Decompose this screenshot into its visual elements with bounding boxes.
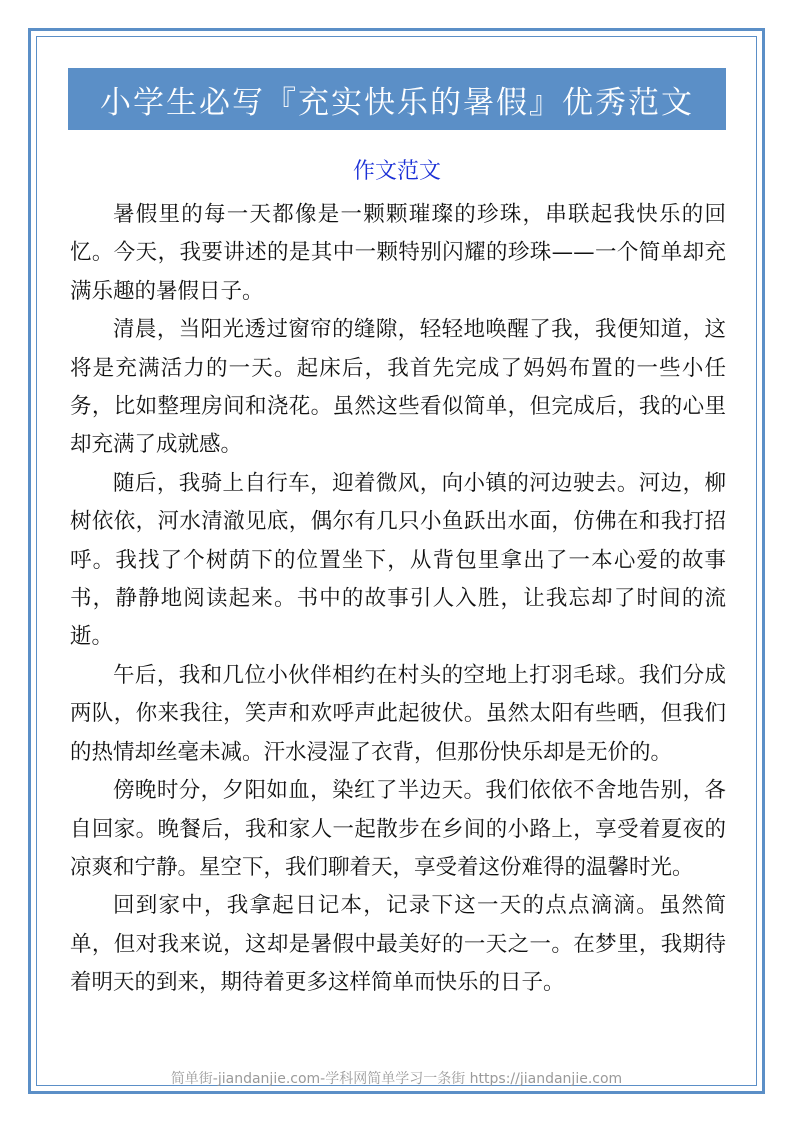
paragraph: 随后，我骑上自行车，迎着微风，向小镇的河边驶去。河边，柳树依依，河水清澈见底，偶尔有几只小鱼跃出水面，仿佛在和我打招呼。我找了个树荫下的位置坐下，从背包里拿出了一本心爱的故事书，静静地阅读起来。书中的故事引人入胜，让我忘却了时间的流逝。 xyxy=(70,470,726,650)
paragraph: 清晨，当阳光透过窗帘的缝隙，轻轻地唤醒了我，我便知道，这将是充满活力的一天。起床后，我首先完成了妈妈布置的一些小任务，比如整理房间和浇花。虽然这些看似简单，但完成后，我的心里却充满了成就感。 xyxy=(70,317,726,458)
page-title: 小学生必写『充实快乐的暑假』优秀范文 xyxy=(100,84,694,121)
section-heading: 作文范文 xyxy=(352,159,441,184)
paragraph: 午后，我和几位小伙伴相约在村头的空地上打羽毛球。我们分成两队，你来我往，笑声和欢呼声此起彼伏。虽然太阳有些晒，但我们的热情却丝毫未减。汗水浸湿了衣背，但那份快乐却是无价的。 xyxy=(70,662,726,765)
paragraph: 傍晚时分，夕阳如血，染红了半边天。我们依依不舍地告别，各自回家。晚餐后，我和家人一起散步在乡间的小路上，享受着夏夜的凉爽和宁静。星空下，我们聊着天，享受着这份难得的温馨时光。 xyxy=(70,778,726,880)
paragraph: 回到家中，我拿起日记本，记录下这一天的点点滴滴。虽然简单，但对我来说，这却是暑假中最美好的一天之一。在梦里，我期待着明天的到来，期待着更多这样简单而快乐的日子。 xyxy=(70,893,726,996)
title-banner xyxy=(68,68,726,130)
footer-watermark: 简单街-jiandanjie.com-学科网简单学习一条街 https://jiandanjie.com xyxy=(170,1071,623,1087)
essay-body xyxy=(70,196,726,1003)
paragraph: 暑假里的每一天都像是一颗颗璀璨的珍珠，串联起我快乐的回忆。今天，我要讲述的是其中一颗特别闪耀的珍珠——一个简单却充满乐趣的暑假日子。 xyxy=(70,202,726,304)
